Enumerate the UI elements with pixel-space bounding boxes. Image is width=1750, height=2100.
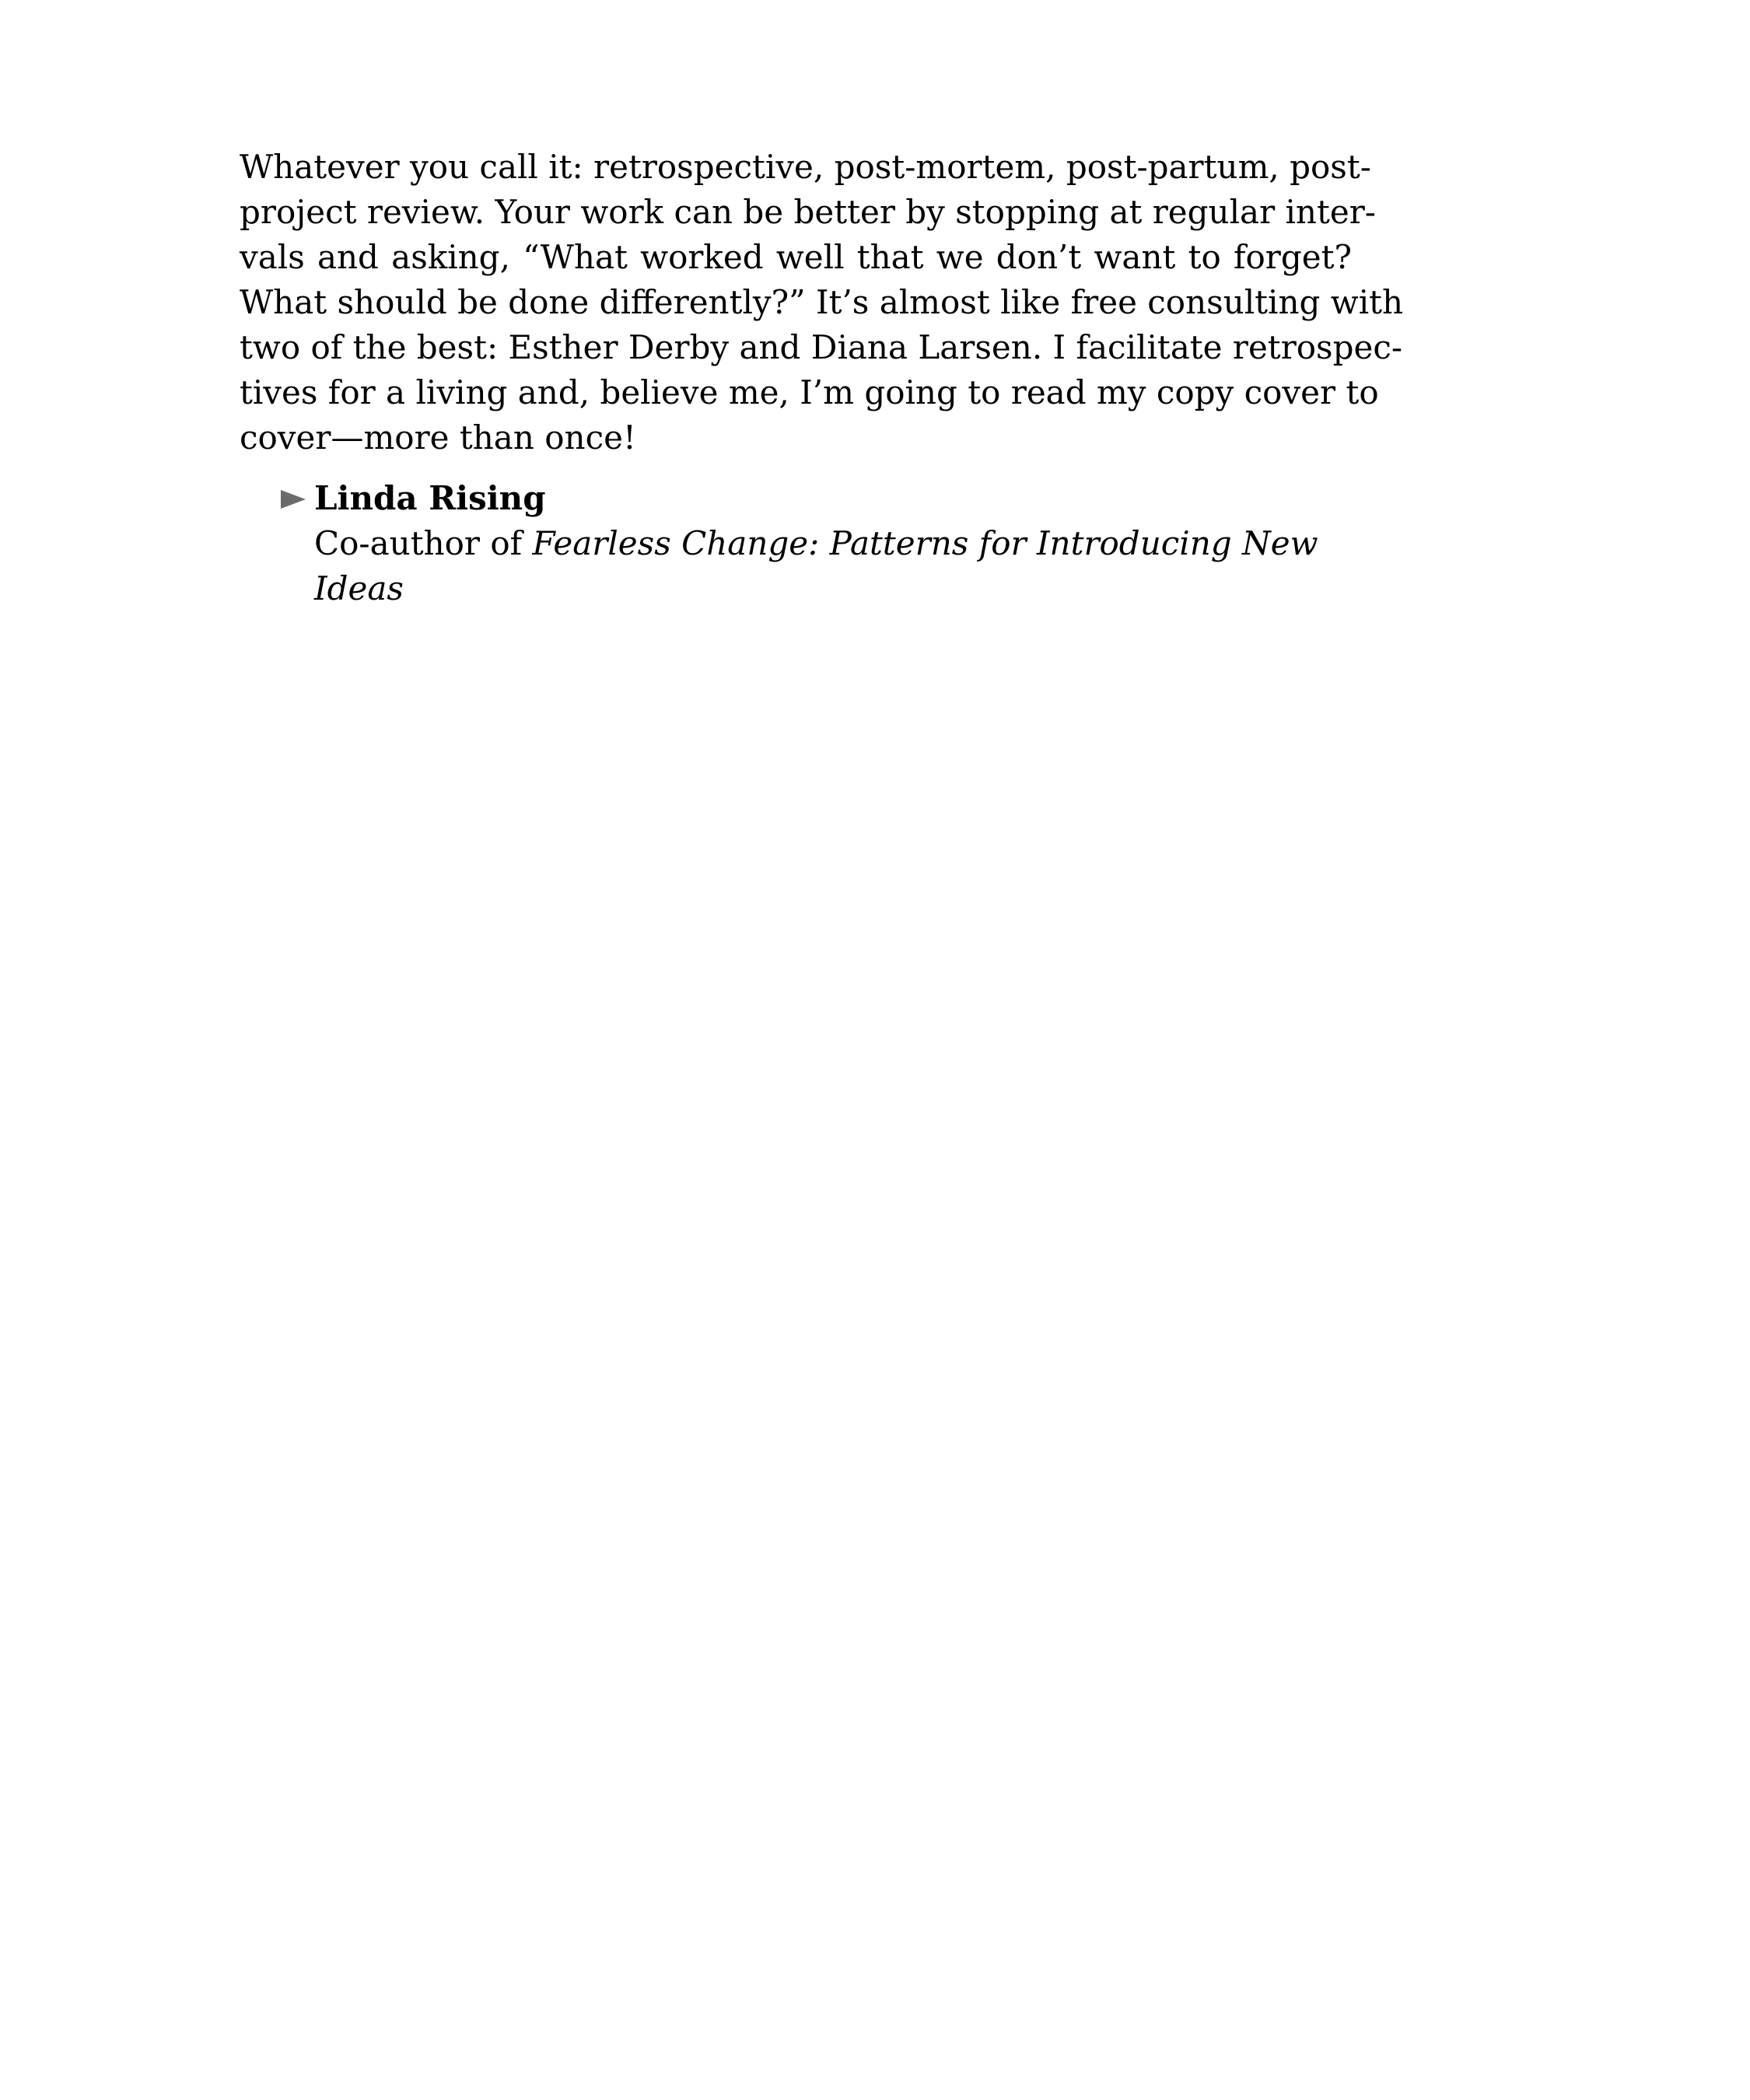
quote-line: project review. Your work can be better by stopping at regular inter- (240, 193, 1376, 231)
book-title-continued: Ideas (314, 569, 404, 607)
attribution (240, 476, 1352, 611)
quote-line: tives for a living and, believe me, I’m going to read my copy cover to (240, 373, 1379, 411)
triangle-right-icon (281, 490, 306, 509)
endorsement-quote (240, 145, 1404, 460)
role-prefix: Co-author of (314, 524, 533, 562)
quote-line: What should be done differently?” It’s almost like free consulting with (240, 283, 1404, 321)
quote-line: cover—more than once! (240, 418, 636, 457)
document-page (240, 145, 1404, 611)
book-title: Fearless Change: Patterns for Introducing New (532, 524, 1318, 562)
author-role (314, 521, 1352, 566)
author-name: Linda Rising (314, 479, 546, 517)
quote-line: vals and asking, “What worked well that we don’t want to forget? (240, 238, 1352, 276)
quote-line: two of the best: Esther Derby and Diana Larsen. I facilitate retrospec- (240, 328, 1403, 366)
quote-line: Whatever you call it: retrospective, post-mortem, post-partum, post- (240, 148, 1371, 186)
